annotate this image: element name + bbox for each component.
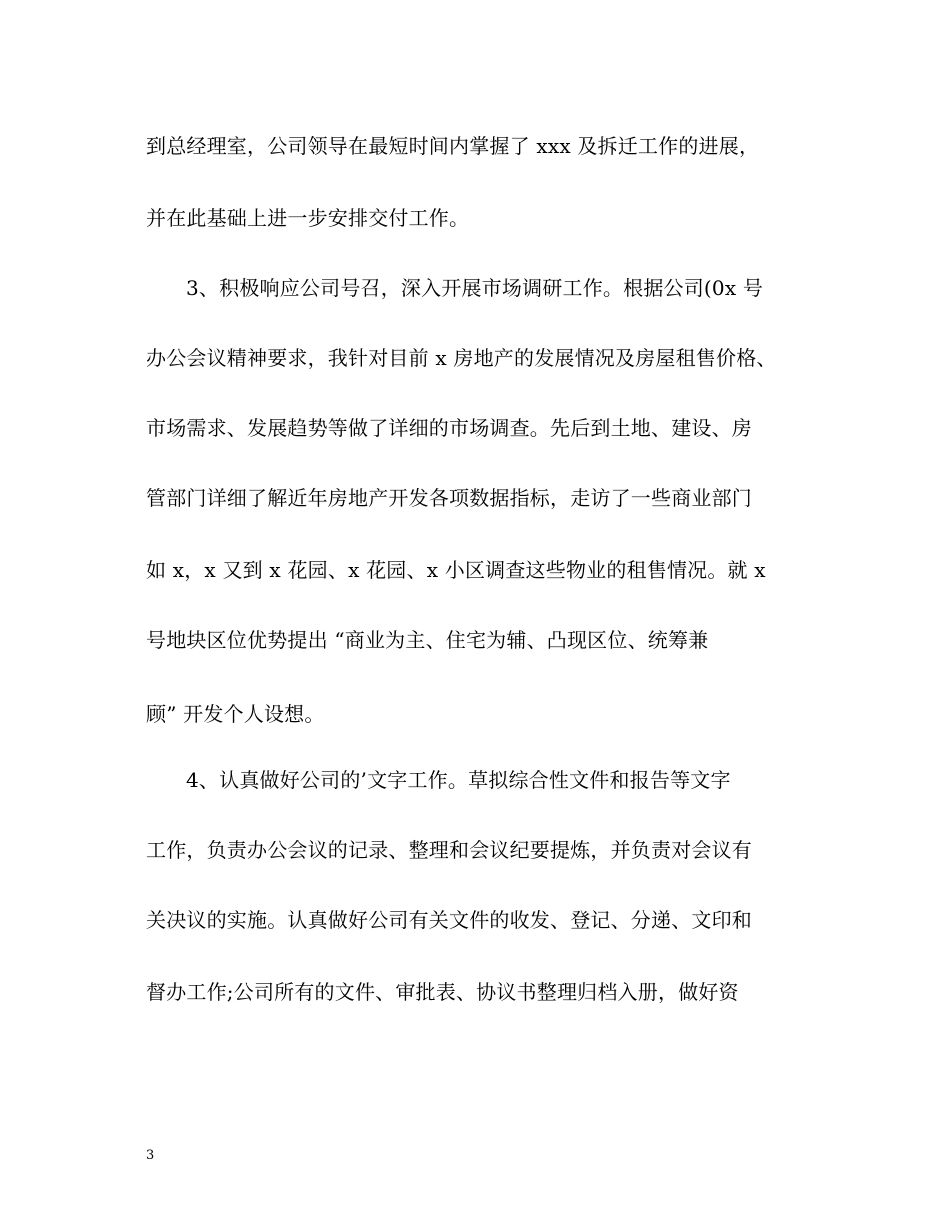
text-line: 3、积极响应公司号召，深入开展市场调研工作。根据公司(0x 号 xyxy=(186,276,764,300)
text-line: 工作，负责办公会议的记录、整理和会议纪要提炼，并负责对会议有 xyxy=(146,838,752,862)
text-line: 顾” 开发个人设想。 xyxy=(146,702,325,726)
text-line: 管部门详细了解近年房地产开发各项数据指标，走访了一些商业部门 xyxy=(146,486,752,510)
text-line: 如 x，x 又到 x 花园、x 花园、x 小区调查这些物业的租售情况。就 x xyxy=(146,558,766,582)
text-line: 办公会议精神要求，我针对目前 x 房地产的发展情况及房屋租售价格、 xyxy=(146,346,777,370)
page-number: 3 xyxy=(146,1148,155,1163)
text-line: 督办工作;公司所有的文件、审批表、协议书整理归档入册，做好资 xyxy=(146,980,739,1004)
text-line: 市场需求、发展趋势等做了详细的市场调查。先后到土地、建设、房 xyxy=(146,416,752,440)
text-line: 到总经理室，公司领导在最短时间内掌握了 xxx 及拆迁工作的进展， xyxy=(146,134,760,158)
text-line: 并在此基础上进一步安排交付工作。 xyxy=(146,206,470,230)
text-line: 4、认真做好公司的’文字工作。草拟综合性文件和报告等文字 xyxy=(186,768,731,792)
text-line: 号地块区位优势提出 “商业为主、住宅为辅、凸现区位、统筹兼 xyxy=(146,628,709,652)
text-line: 关决议的实施。认真做好公司有关文件的收发、登记、分递、文印和 xyxy=(146,908,752,932)
